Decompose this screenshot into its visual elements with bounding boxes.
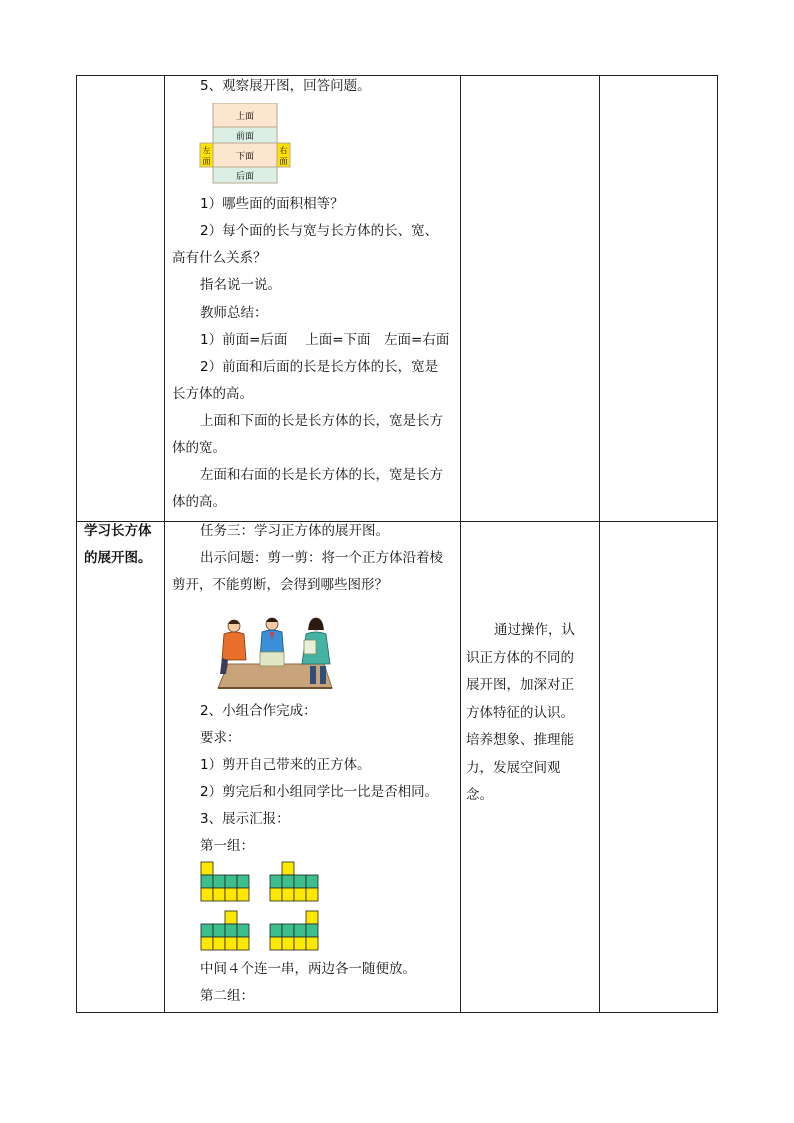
cube-nets-diagram bbox=[199, 860, 325, 952]
section-label-line-1: 学习长方体 bbox=[84, 523, 152, 539]
net-right-label-2: 面 bbox=[279, 157, 288, 166]
table-border-top bbox=[76, 75, 718, 76]
summary-heading: 教师总结： bbox=[200, 305, 268, 321]
group-two-label: 第二组： bbox=[200, 988, 254, 1004]
student-left-body bbox=[222, 632, 246, 660]
section-label-line-2: 的展开图。 bbox=[84, 550, 152, 566]
task-question: 出示问题：剪一剪：将一个正方体沿着棱 bbox=[200, 550, 443, 566]
task-question-cont: 剪开，不能剪断，会得到哪些图形？ bbox=[172, 577, 388, 593]
requirements-heading: 要求： bbox=[200, 730, 241, 746]
question-2: 2）每个面的长与宽与长方体的长、宽、 bbox=[200, 223, 439, 239]
group-one-summary: 中间４个连一串，两边各一随便放。 bbox=[200, 961, 416, 977]
col-divider-1 bbox=[164, 75, 165, 1013]
question-1: 1）哪些面的面积相等？ bbox=[200, 196, 344, 212]
cube-net-3 bbox=[201, 911, 249, 950]
net-left-label-1: 左 bbox=[202, 146, 211, 155]
net-left-label-2: 面 bbox=[202, 157, 211, 166]
requirement-2: 2）剪完后和小组同学比一比是否相同。 bbox=[200, 784, 439, 800]
row-divider bbox=[76, 521, 718, 522]
section-label bbox=[84, 518, 164, 572]
net-top-label: 上面 bbox=[235, 112, 255, 122]
note-line-4: 方体特征的认识。 bbox=[466, 704, 574, 721]
net-back-label: 后面 bbox=[235, 172, 255, 182]
students-cutting-illustration bbox=[212, 610, 336, 690]
note-line-1: 通过操作，认 bbox=[494, 622, 575, 638]
table-border-right bbox=[717, 75, 718, 1013]
summary-4: 左面和右面的长是长方体的长，宽是长方 bbox=[200, 467, 443, 483]
note-line-5: 培养想象、推理能 bbox=[466, 732, 574, 748]
summary-4-cont: 体的高。 bbox=[172, 494, 226, 510]
net-right-label-1: 右 bbox=[279, 146, 288, 155]
note-line-7: 念。 bbox=[466, 787, 493, 803]
report-heading: 3、展示汇报： bbox=[200, 811, 290, 827]
col-divider-3 bbox=[599, 75, 600, 1013]
cube-net-2 bbox=[270, 862, 318, 901]
paper-net bbox=[260, 652, 284, 666]
table-border-left bbox=[76, 75, 77, 1013]
summary-2-cont: 长方体的高。 bbox=[172, 386, 253, 402]
instruction: 指名说一说。 bbox=[200, 277, 281, 293]
question-heading: 5、观察展开图，回答问题。 bbox=[200, 78, 371, 94]
requirement-1: 1）剪开自己带来的正方体。 bbox=[200, 757, 371, 773]
table-border-bottom bbox=[76, 1012, 718, 1013]
group-one-label: 第一组： bbox=[200, 838, 254, 854]
note-line-2: 识正方体的不同的 bbox=[466, 649, 574, 666]
group-work-heading: 2、小组合作完成： bbox=[200, 703, 317, 719]
question-2-cont: 高有什么关系？ bbox=[172, 250, 267, 266]
cuboid-net-diagram bbox=[198, 103, 294, 185]
note-line-6: 力，发展空间观 bbox=[466, 759, 561, 776]
net-front-label: 前面 bbox=[235, 132, 255, 142]
summary-3-cont: 体的宽。 bbox=[172, 440, 226, 456]
summary-1: 1）前面=后面 上面=下面 左面=右面 bbox=[200, 332, 450, 348]
note-line-3: 展开图，加深对正 bbox=[466, 677, 574, 693]
net-bottom-label: 下面 bbox=[235, 152, 255, 162]
cube-net-4 bbox=[270, 911, 318, 950]
task-heading: 任务三：学习正方体的展开图。 bbox=[200, 523, 389, 539]
summary-3: 上面和下面的长是长方体的长，宽是长方 bbox=[200, 413, 443, 429]
col-divider-2 bbox=[460, 75, 461, 1013]
lesson-table bbox=[76, 75, 718, 1013]
summary-2: 2）前面和后面的长是长方体的长，宽是 bbox=[200, 359, 439, 375]
design-intent-note bbox=[466, 617, 584, 810]
cube-net-1 bbox=[201, 862, 249, 901]
